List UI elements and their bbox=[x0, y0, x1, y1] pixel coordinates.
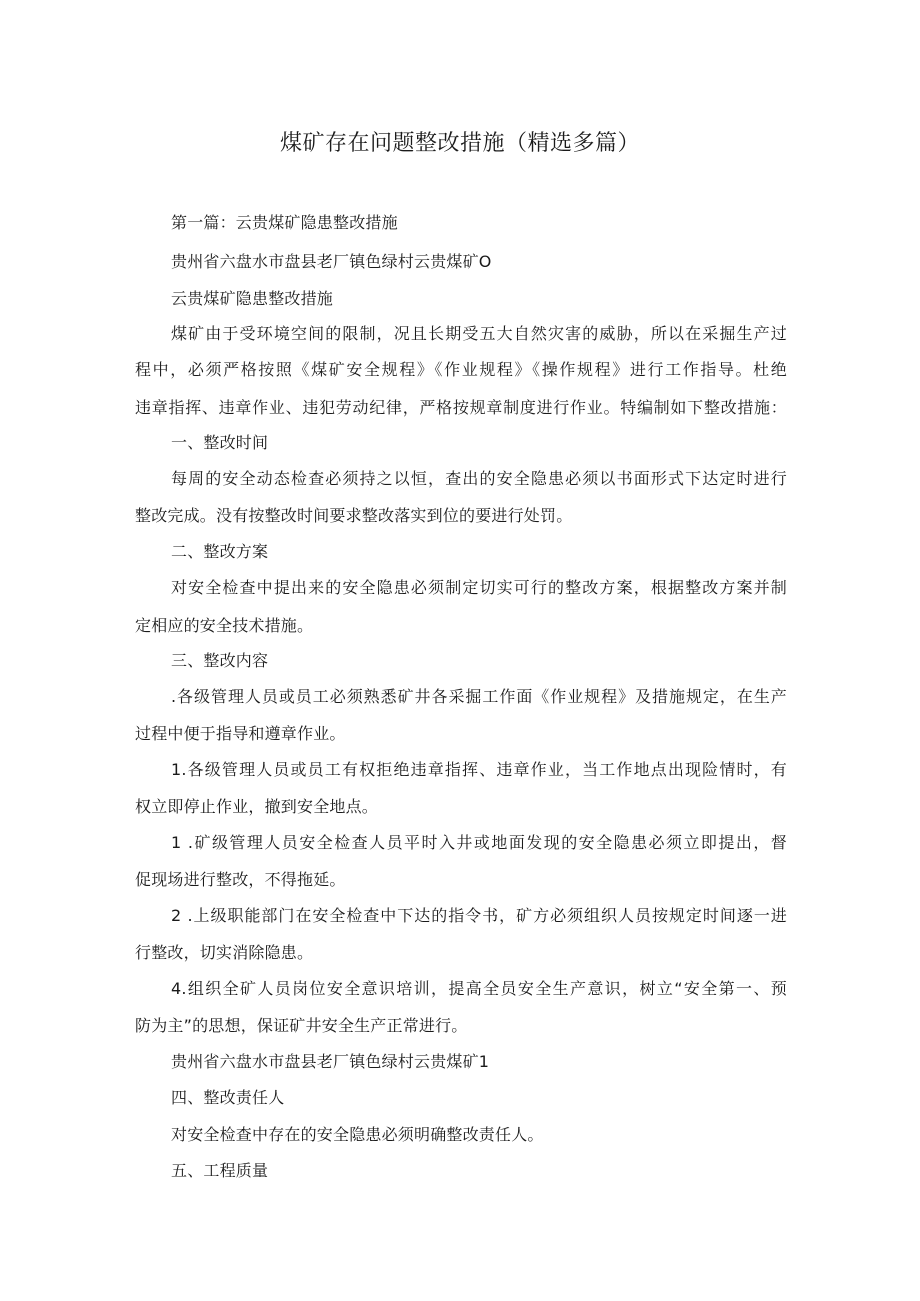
paragraph-line: 定相应的安全技术措施。 bbox=[135, 616, 314, 635]
paragraph-line: .各级管理人员或员工必须熟悉矿井各采掘工作面《作业规程》及措施规定，在生产 bbox=[171, 687, 787, 706]
location-line: 贵州省六盘水市盘县老厂镇色绿村云贵煤矿1 bbox=[171, 1052, 490, 1071]
paragraph-line: 对安全检查中存在的安全隐患必须明确整改责任人。 bbox=[171, 1125, 544, 1144]
location-line: 贵州省六盘水市盘县老厂镇色绿村云贵煤矿O bbox=[171, 252, 492, 271]
paragraph-line: 防为主”的思想，保证矿井安全生产正常进行。 bbox=[135, 1016, 468, 1035]
paragraph-line: 每周的安全动态检查必须持之以恒，查出的安全隐患必须以书面形式下达定时进行 bbox=[171, 469, 787, 488]
section-heading-part-one: 第一篇：云贵煤矿隐患整改措施 bbox=[171, 213, 398, 232]
section-heading-quality: 五、工程质量 bbox=[171, 1161, 269, 1180]
paragraph-line: 2 .上级职能部门在安全检查中下达的指令书，矿方必须组织人员按规定时间逐一进 bbox=[171, 906, 787, 925]
paragraph-line: 对安全检查中提出来的安全隐患必须制定切实可行的整改方案，根据整改方案并制 bbox=[171, 578, 787, 597]
section-heading-time: 一、整改时间 bbox=[171, 433, 269, 452]
paragraph-line: 行整改，切实消除隐患。 bbox=[135, 943, 314, 962]
section-heading-content: 三、整改内容 bbox=[171, 651, 269, 670]
paragraph-line: 4.组织全矿人员岗位安全意识培训，提高全员安全生产意识，树立“安全第一、预 bbox=[171, 979, 787, 998]
paragraph-line: 促现场进行整改，不得拖延。 bbox=[135, 870, 346, 889]
paragraph-line: 1.各级管理人员或员工有权拒绝违章指挥、违章作业，当工作地点出现险情时，有 bbox=[171, 760, 787, 779]
paragraph-line: 权立即停止作业，撤到安全地点。 bbox=[135, 797, 379, 816]
paragraph-line: 1 .矿级管理人员安全检查人员平时入井或地面发现的安全隐患必须立即提出，督 bbox=[171, 833, 787, 852]
document-title: 煤矿存在问题整改措施（精选多篇） bbox=[279, 131, 640, 156]
section-heading-plan: 二、整改方案 bbox=[171, 542, 269, 561]
paragraph-line: 整改完成。没有按整改时间要求整改落实到位的要进行处罚。 bbox=[135, 506, 573, 525]
subtitle-line: 云贵煤矿隐患整改措施 bbox=[171, 289, 334, 308]
paragraph-line: 程中，必须严格按照《煤矿安全规程》《作业规程》《操作规程》进行工作指导。杜绝 bbox=[135, 360, 787, 379]
paragraph-line: 违章指挥、违章作业、违犯劳动纪律，严格按规章制度进行作业。特编制如下整改措施： bbox=[135, 398, 787, 417]
paragraph-line: 煤矿由于受环境空间的限制，况且长期受五大自然灾害的威胁，所以在采掘生产过 bbox=[171, 324, 787, 343]
paragraph-line: 过程中便于指导和遵章作业。 bbox=[135, 724, 346, 743]
section-heading-responsible: 四、整改责任人 bbox=[171, 1088, 285, 1107]
